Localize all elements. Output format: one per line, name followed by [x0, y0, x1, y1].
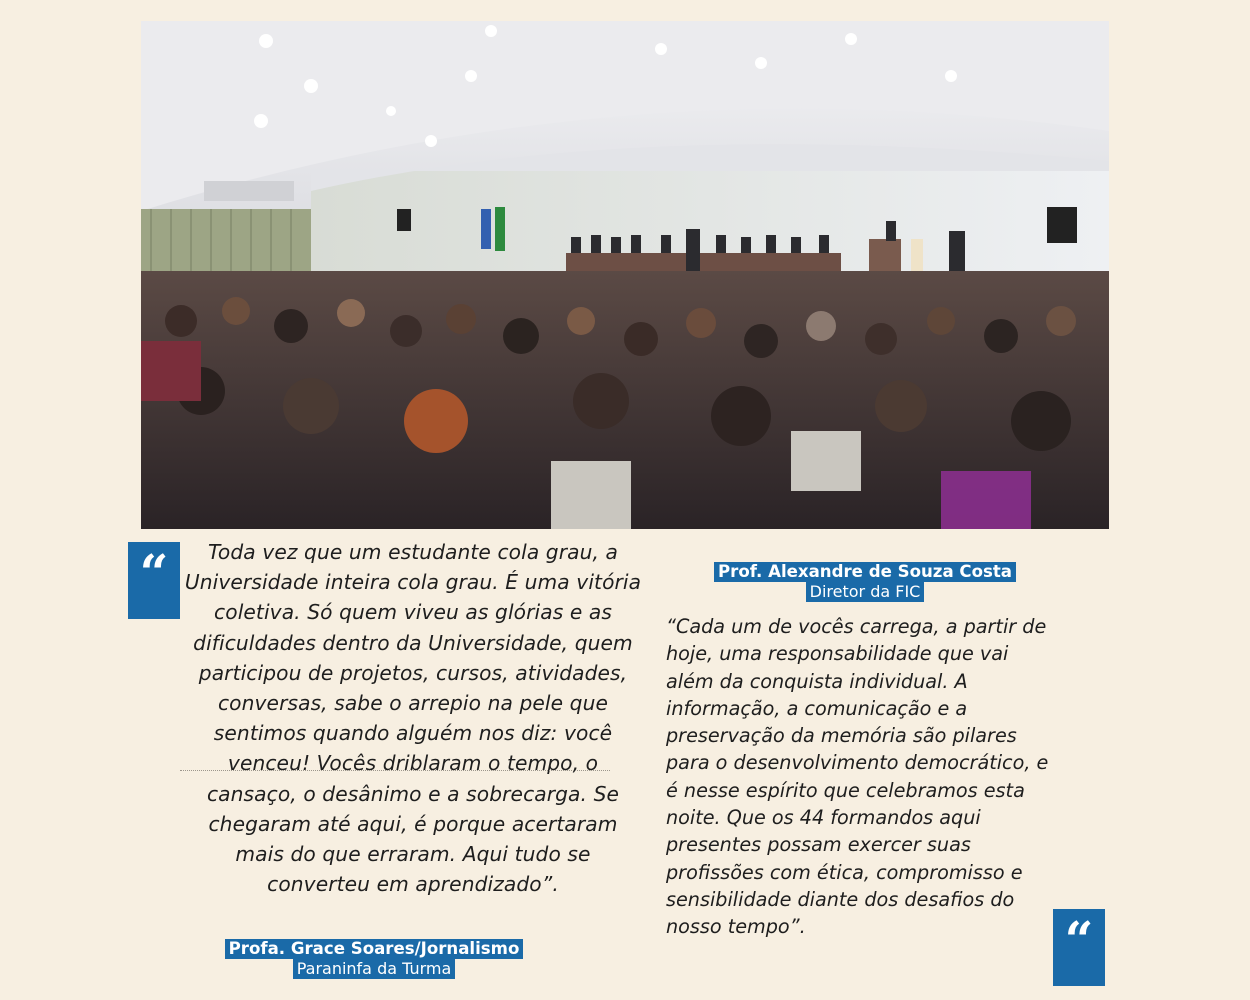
diretor-name: Prof. Alexandre de Souza Costa: [714, 562, 1016, 582]
diretor-role: Diretor da FIC: [806, 582, 925, 602]
diretor-quote-text: “Cada um de vocês carrega, a partir de hoje, uma responsabilidade que vai além da conquista individual. A informação, a comunicação e a preservação da memória são pilares para o desenvolvimento democrático, e é nesse espírito que celebramos esta noite. Que os 44 formandos aqui presentes possam exercer suas profissões com ética, compromisso e sensibilidade diante dos desafios do nosso tempo”.: [666, 615, 1049, 939]
paraninfa-role: Paraninfa da Turma: [293, 959, 456, 979]
ceremony-photo: [141, 21, 1109, 529]
paraninfa-quote-text: Toda vez que um estudante cola grau, a Universidade inteira cola grau. É uma vitória coletiva. Só quem viveu as glórias e as dificuldades dentro da Universidade, quem participou de projetos, cursos, atividades, conversas, sabe o arrepio na pele que sentimos quando alguém nos diz: você venceu! Vocês driblaram o tempo, o cansaço, o desânimo e a sobrecarga. Se chegaram até aqui, é porque acertaram mais do que erraram. Aqui tudo se converteu em aprendizado”.: [184, 540, 642, 897]
quote-mark-right-icon: “: [1053, 909, 1105, 986]
auditorium-graduation-photo: [141, 21, 1109, 529]
diretor-credit: [700, 562, 1030, 602]
paraninfa-credit: [215, 939, 533, 979]
paraninfa-name: Profa. Grace Soares/Jornalismo: [225, 939, 524, 959]
dotted-divider: [180, 770, 610, 771]
quote-mark-left-icon: “: [128, 542, 180, 619]
